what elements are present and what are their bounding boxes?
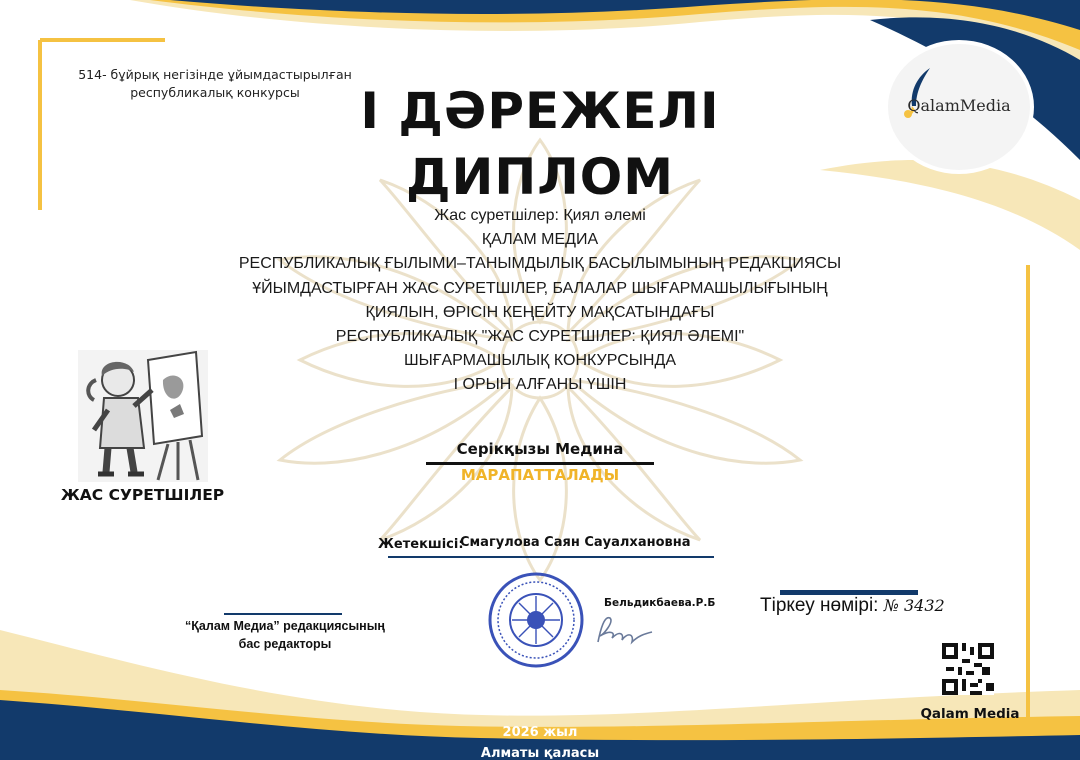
- supervisor-name: Смагулова Саян Сауалхановна: [460, 535, 691, 550]
- qr-code-icon: [942, 643, 994, 695]
- registration-number: № 3432: [883, 596, 945, 615]
- diploma-title: [280, 78, 800, 210]
- title-line-1: І ДӘРЕЖЕЛІ: [360, 82, 720, 140]
- footer: [420, 722, 660, 760]
- editor-line-2: бас редакторы: [238, 637, 332, 651]
- signatory-name: Бельдикбаева.Р.Б: [604, 597, 716, 609]
- footer-year: 2026 жыл: [502, 725, 578, 740]
- body-line: ҚАЛАМ МЕДИА: [481, 231, 599, 249]
- awarded-text: МАРАПАТТАЛАДЫ: [460, 466, 620, 484]
- body-line: ШЫҒАРМАШЫЛЫҚ КОНКУРСЫНДА: [404, 352, 676, 370]
- body-line: ҰЙЫМДАСТЫРҒАН ЖАС СУРЕТШІЛЕР, БАЛАЛАР ШЫҒАРМАШЫЛЫҒЫНЫҢ: [252, 279, 828, 297]
- illustration-label: ЖАС СУРЕТШІЛЕР: [60, 486, 225, 504]
- logo-text: QalamMedia: [907, 96, 1011, 115]
- body-line: Жас суретшілер: Қиял әлемі: [434, 207, 646, 224]
- footer-city: Алматы қаласы: [480, 746, 600, 760]
- emblem-stamp-icon: [488, 572, 584, 668]
- qr-label: Qalam Media: [920, 706, 1020, 722]
- child-painter-icon: [78, 350, 208, 482]
- order-note: 514- бұйрық негізінде ұйымдастырылған республикалық конкурсы: [78, 67, 352, 100]
- registration: [760, 595, 945, 617]
- handwritten-signature-icon: [594, 612, 656, 650]
- recipient-name: Серікқызы Медина: [456, 440, 624, 458]
- body-line: ҚИЯЛЫН, ӨРІСІН КЕҢЕЙТУ МАҚСАТЫНДАҒЫ: [365, 303, 715, 321]
- body-line: РЕСПУБЛИКАЛЫҚ "ЖАС СУРЕТШІЛЕР: ҚИЯЛ ӘЛЕМІ": [335, 328, 745, 346]
- diploma-body: [140, 204, 940, 398]
- title-line-2: ДИПЛОМ: [405, 148, 674, 206]
- editor-line-1: “Қалам Медиа” редакциясының: [185, 619, 385, 633]
- editor-caption: [165, 617, 405, 653]
- body-line: РЕСПУБЛИКАЛЫҚ ҒЫЛЫМИ–ТАНЫМДЫЛЫҚ БАСЫЛЫМЫНЫҢ РЕДАКЦИЯСЫ: [238, 255, 842, 273]
- body-line: І ОРЫН АЛҒАНЫ ҮШІН: [453, 376, 627, 394]
- registration-label: Тіркеу нөмірі:: [760, 595, 879, 616]
- supervisor-label: Жетекшісі:: [378, 537, 464, 552]
- recipient-underline: [426, 462, 654, 465]
